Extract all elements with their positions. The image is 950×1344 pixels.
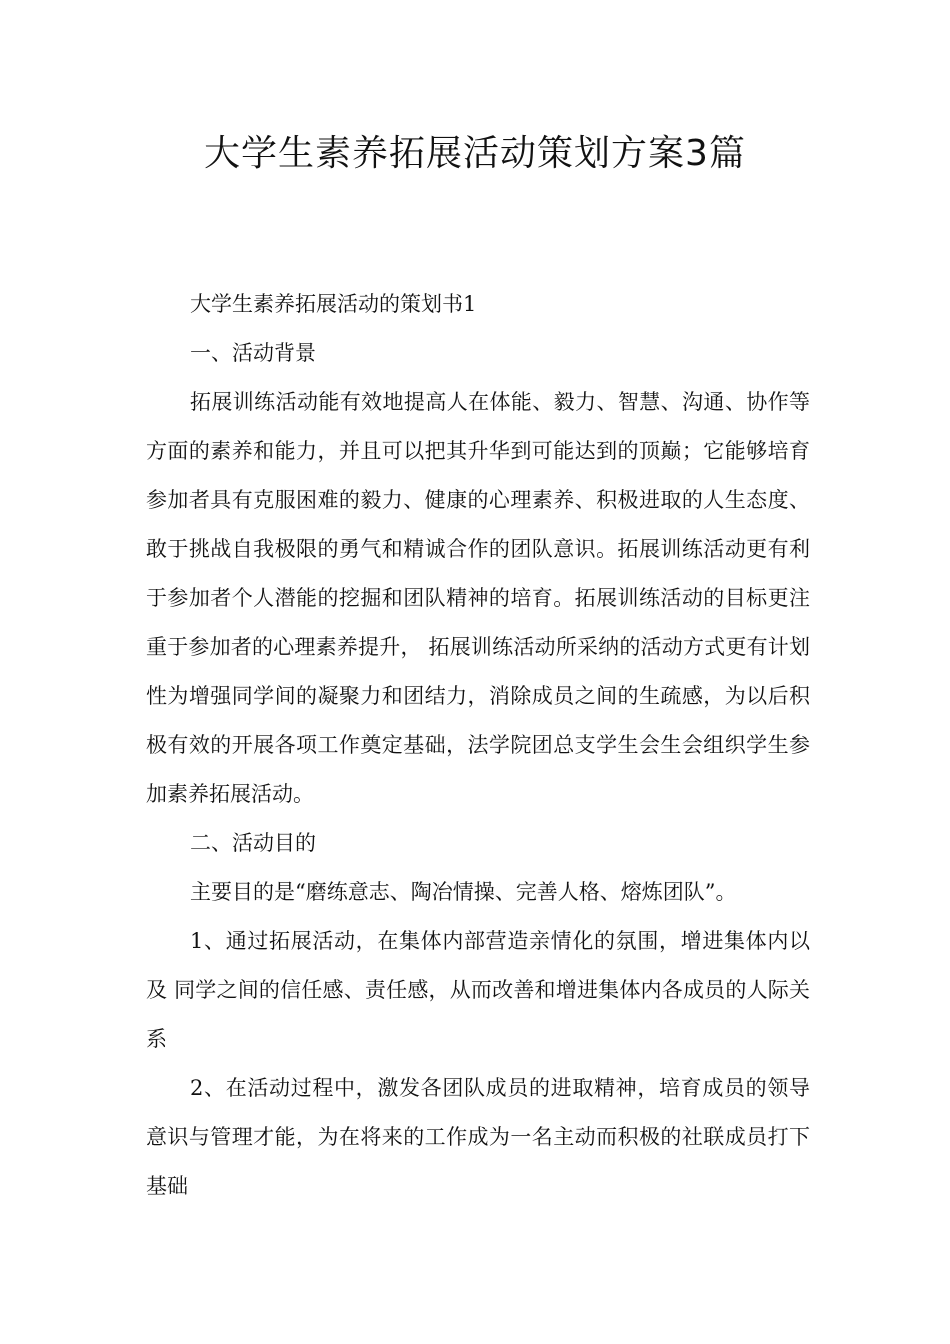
paragraph-subtitle: 大学生素养拓展活动的策划书1	[190, 292, 477, 316]
paragraph-heading-background: 一、活动背景	[190, 341, 316, 365]
paragraph-heading-purpose: 二、活动目的	[190, 831, 316, 855]
document-title: 大学生素养拓展活动策划方案3篇	[204, 133, 746, 174]
document-body	[146, 280, 810, 1211]
paragraph-purpose-2: 2、在活动过程中，激发各团队成员的进取精神，培育成员的领导意识与管理才能，为在将来的工作成为一名主动而积极的社联成员打下基础	[146, 1076, 810, 1198]
paragraph-purpose-1: 1、通过拓展活动，在集体内部营造亲情化的氛围，增进集体内以及 同学之间的信任感、责任感，从而改善和增进集体内各成员的人际关系	[146, 929, 810, 1051]
paragraph-purpose-main: 主要目的是“磨练意志、陶冶情操、完善人格、熔炼团队”。	[190, 880, 737, 904]
paragraph-background: 拓展训练活动能有效地提高人在体能、毅力、智慧、沟通、协作等方面的素养和能力，并且可以把其升华到可能达到的顶巅；它能够培育参加者具有克服困难的毅力、健康的心理素养、积极进取的人生态度、敢于挑战自我极限的勇气和精诚合作的团队意识。拓展训练活动更有利于参加者个人潜能的挖掘和团队精神的培育。拓展训练活动的目标更注重于参加者的心理素养提升， 拓展训练活动所采纳的活动方式更有计划性为增强同学间的凝聚力和团结力，消除成员之间的生疏感，为以后积极有效的开展各项工作奠定基础，法学院团总支学生会生会组织学生参加素养拓展活动。	[146, 390, 810, 806]
